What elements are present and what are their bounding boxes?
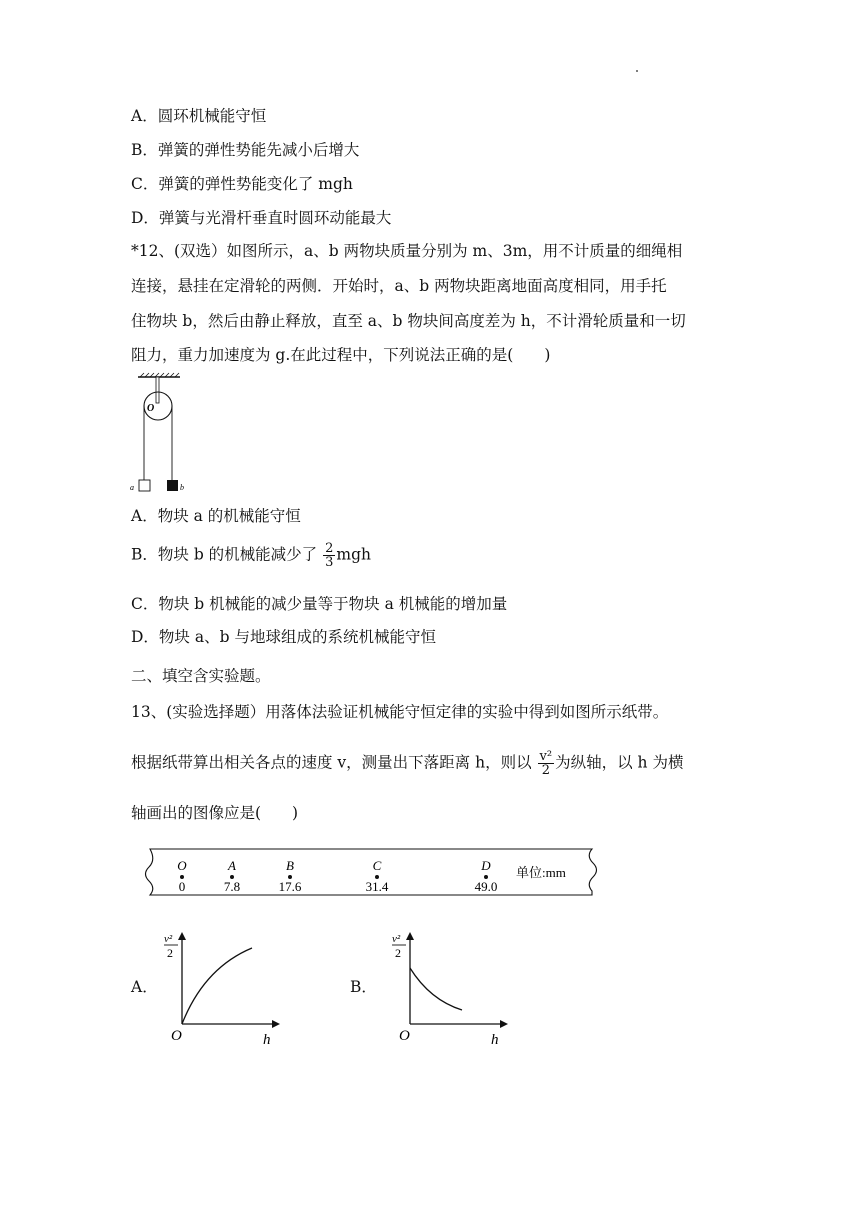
q12-stem-line-2: 连接，悬挂在定滑轮的两侧．开始时，a、b 两物块距离地面高度相同，用手托 xyxy=(131,277,667,295)
fraction-denominator: 3 xyxy=(325,555,334,570)
graph-a-curve xyxy=(182,948,252,1024)
q12-option-b-unit: mgh xyxy=(336,545,371,564)
graph-b-origin: O xyxy=(399,1028,410,1044)
q11-option-d: D．弹簧与光滑杆垂直时圆环动能最大 xyxy=(131,209,392,227)
fraction-v-squared-over-2 xyxy=(538,750,555,777)
q13-stem-line-2 xyxy=(131,750,683,777)
fraction-two-thirds xyxy=(323,542,335,569)
graph-b xyxy=(388,928,518,1046)
fraction-denominator: 2 xyxy=(541,763,550,778)
graph-a-y-num: v² xyxy=(164,933,173,945)
graph-b-y-num: v² xyxy=(392,933,401,945)
q13-stem-line-1: 13、(实验选择题）用落体法验证机械能守恒定律的实验中得到如图所示纸带。 xyxy=(131,703,669,721)
tape-label-o: O xyxy=(177,858,187,873)
page-dot xyxy=(636,70,638,72)
graph-option-b-label: B． xyxy=(350,978,377,996)
tape-label-d: D xyxy=(481,858,491,873)
q11-option-c: C．弹簧的弹性势能变化了 mgh xyxy=(131,175,353,193)
q12-option-b xyxy=(131,542,371,569)
q12-stem-line-4: 阻力，重力加速度为 g.在此过程中，下列说法正确的是( ) xyxy=(131,346,551,364)
graph-a-x-arrow xyxy=(272,1020,280,1028)
tape-label-a: A xyxy=(228,858,236,873)
ceiling xyxy=(138,373,180,377)
block-a xyxy=(139,480,150,491)
tape-value-d: 49.0 xyxy=(474,879,498,894)
pulley-label: O xyxy=(147,403,155,414)
graph-option-a-label: A． xyxy=(131,978,158,996)
q13-stem-line-2-end: 为纵轴，以 h 为横 xyxy=(555,753,684,772)
graph-a-y-den: 2 xyxy=(167,946,173,960)
q12-option-b-text: B．物块 b 的机械能减少了 xyxy=(131,545,318,564)
graph-b-y-arrow xyxy=(406,932,414,940)
pulley-mount xyxy=(156,377,159,403)
tape-unit: 单位:mm xyxy=(516,865,566,880)
graph-a-y-arrow xyxy=(178,932,186,940)
fraction-numerator: 2 xyxy=(325,541,334,556)
block-a-label: a xyxy=(130,483,134,492)
q13-stem-line-2-start: 根据纸带算出相关各点的速度 v，测量出下落距离 h，则以 xyxy=(131,753,532,772)
pulley-diagram xyxy=(128,372,188,496)
paper-tape xyxy=(140,846,602,902)
graph-b-x-label: h xyxy=(491,1032,499,1046)
graph-b-curve xyxy=(410,968,462,1010)
tape-label-b: B xyxy=(286,858,294,873)
graph-b-y-den: 2 xyxy=(395,946,401,960)
block-b-label: b xyxy=(180,483,184,492)
graph-a-x-label: h xyxy=(263,1032,271,1046)
fraction-numerator: v² xyxy=(539,749,553,764)
q12-option-a: A．物块 a 的机械能守恒 xyxy=(131,507,301,525)
graph-a xyxy=(160,928,290,1046)
tape-value-b: 17.6 xyxy=(278,879,302,894)
tape-value-o: 0 xyxy=(178,879,186,894)
q12-option-c: C．物块 b 机械能的减少量等于物块 a 机械能的增加量 xyxy=(131,595,508,613)
section-heading: 二、填空含实验题。 xyxy=(131,667,271,685)
q13-stem-line-3: 轴画出的图像应是( ) xyxy=(131,804,299,822)
q12-option-d: D．物块 a、b 与地球组成的系统机械能守恒 xyxy=(131,628,436,646)
tape-value-a: 7.8 xyxy=(223,879,241,894)
graph-a-origin: O xyxy=(171,1028,182,1044)
block-b xyxy=(167,480,178,491)
q12-stem-line-3: 住物块 b，然后由静止释放，直至 a、b 物块间高度差为 h，不计滑轮质量和一切 xyxy=(131,312,686,330)
graph-b-x-arrow xyxy=(500,1020,508,1028)
q12-stem-line-1: *12、(双选）如图所示，a、b 两物块质量分别为 m、3m，用不计质量的细绳相 xyxy=(131,242,683,260)
q11-option-a: A．圆环机械能守恒 xyxy=(131,107,267,125)
q11-option-b: B．弹簧的弹性势能先减小后增大 xyxy=(131,141,360,159)
tape-value-c: 31.4 xyxy=(365,879,389,894)
tape-label-c: C xyxy=(372,858,382,873)
